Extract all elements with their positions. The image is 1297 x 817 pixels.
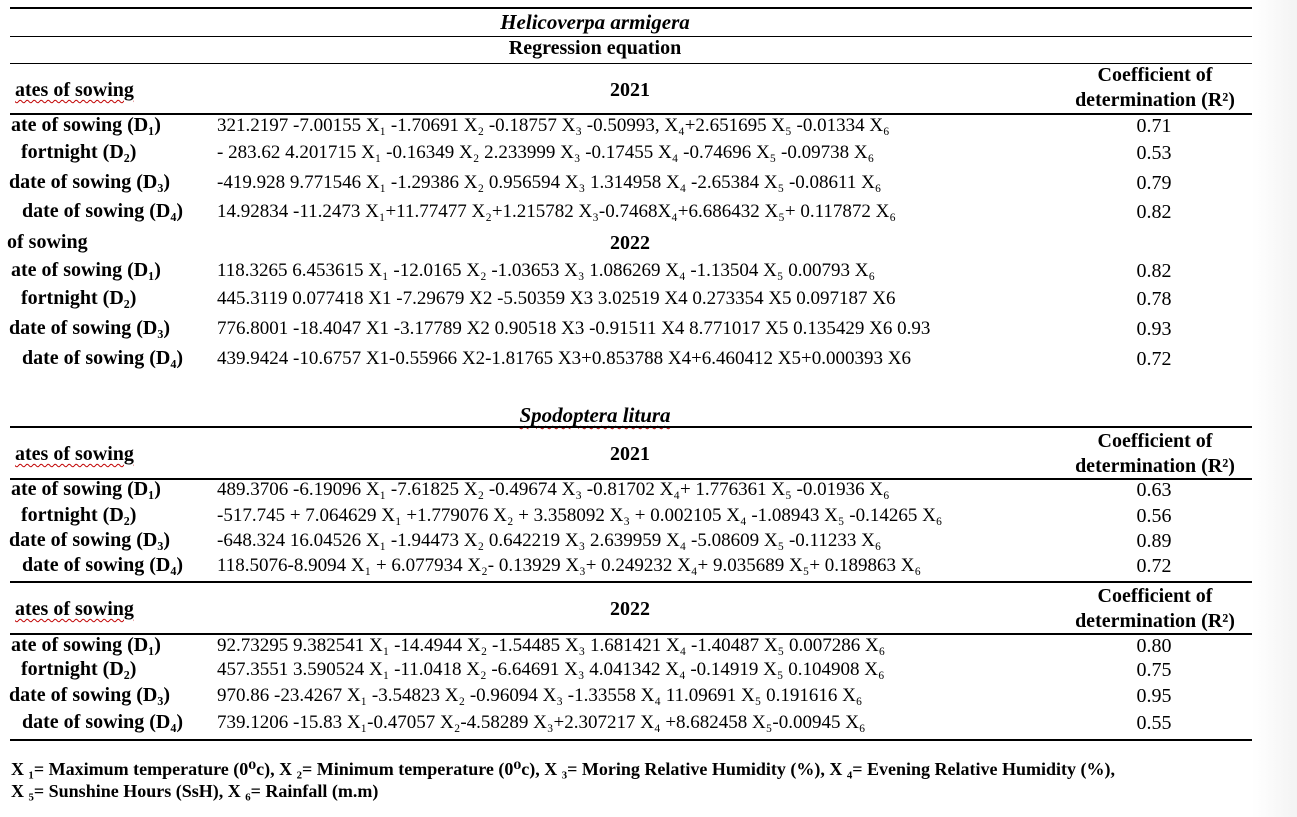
column-header-dates: ates of sowing	[15, 443, 134, 465]
r2-value: 0.93	[1136, 318, 1172, 340]
helicoverpa-title: Helicoverpa armigera	[500, 10, 690, 34]
row-label: date of sowing (D₄)	[22, 200, 183, 222]
r2-value: 0.72	[1136, 555, 1172, 577]
r2-value: 0.80	[1136, 635, 1172, 657]
row-label: date of sowing (D₃)	[9, 171, 170, 193]
regression-equation: -419.928 9.771546 X₁ -1.29386 X₂ 0.956594 X₃ 1.314958 X₄ -2.65384 X₅ -0.08611 X₆	[217, 172, 882, 193]
r2-value: 0.72	[1136, 348, 1172, 370]
row-label: ate of sowing (D₁)	[11, 259, 161, 281]
column-header-sowing: of sowing	[7, 231, 88, 253]
regression-equation: 118.5076-8.9094 X₁ + 6.077934 X₂- 0.13929 X₃+ 0.249232 X₄+ 9.035689 X₅+ 0.189863 X₆	[217, 555, 922, 576]
r2-value: 0.71	[1136, 115, 1172, 137]
row-label: ate of sowing (D₁)	[11, 478, 161, 500]
row-label: date of sowing (D₄)	[22, 347, 183, 369]
coef-header-clipped: Coefficient of	[1097, 64, 1213, 86]
year-header-2022: 2022	[610, 598, 650, 620]
table-top-rule	[10, 7, 1252, 9]
column-header-dates: ates of sowing	[15, 598, 134, 620]
r2-value: 0.79	[1136, 172, 1172, 194]
r2-value: 0.82	[1136, 260, 1172, 282]
regression-equation: 14.92834 -11.2473 X₁+11.77477 X₂+1.215782 X₃-0.7468X₄+6.686432 X₅+ 0.117872 X₆	[217, 201, 896, 222]
row-label: ate of sowing (D₁)	[11, 114, 161, 136]
r2-value: 0.89	[1136, 530, 1172, 552]
coef-header-line1: Coefficient of	[1097, 585, 1213, 607]
regression-equation: 439.9424 -10.6757 X1-0.55966 X2-1.81765 X3+0.853788 X4+6.460412 X5+0.000393 X6	[217, 348, 911, 369]
regression-equation: 489.3706 -6.19096 X₁ -7.61825 X₂ -0.49674 X₃ -0.81702 X₄+ 1.776361 X₅ -0.01936 X₆	[217, 479, 890, 500]
r2-value: 0.53	[1136, 142, 1172, 164]
coef-header-line2: determination (R²)	[1075, 455, 1235, 477]
regression-equation: 739.1206 -15.83 X₁-0.47057 X₂-4.58289 X₃+2.307217 X₄ +8.682458 X₅-0.00945 X₆	[217, 712, 866, 733]
regression-equation: 970.86 -23.4267 X₁ -3.54823 X₂ -0.96094 X₃ -1.33558 X₄ 11.09691 X₅ 0.191616 X₆	[217, 685, 863, 706]
row-label: fortnight (D₂)	[21, 658, 137, 680]
rule	[10, 426, 1252, 428]
year-header-2021: 2021	[610, 79, 650, 101]
page-edge-shadow	[1252, 0, 1297, 817]
footnote-line2: X ₅= Sunshine Hours (SsH), X ₆= Rainfall (m.m)	[11, 781, 379, 801]
regression-equation: -517.745 + 7.064629 X₁ +1.779076 X₂ + 3.358092 X₃ + 0.002105 X₄ -1.08943 X₅ -0.14265 X₆	[217, 505, 943, 526]
row-label: date of sowing (D₄)	[22, 554, 183, 576]
r2-value: 0.75	[1136, 659, 1172, 681]
r2-value: 0.78	[1136, 288, 1172, 310]
regression-equation: - 283.62 4.201715 X₁ -0.16349 X₂ 2.233999 X₃ -0.17455 X₄ -0.74696 X₅ -0.09738 X₆	[217, 142, 875, 163]
row-label: fortnight (D₂)	[21, 504, 137, 526]
row-label: date of sowing (D₄)	[22, 711, 183, 733]
regression-equation: 776.8001 -18.4047 X1 -3.17789 X2 0.90518 X3 -0.91511 X4 8.771017 X5 0.135429 X6 0.93	[217, 318, 931, 339]
row-label: fortnight (D₂)	[21, 141, 137, 163]
row-label: fortnight (D₂)	[21, 287, 137, 309]
row-label: ate of sowing (D₁)	[11, 634, 161, 656]
regression-equation: -648.324 16.04526 X₁ -1.94473 X₂ 0.642219 X₃ 2.639959 X₄ -5.08609 X₅ -0.11233 X₆	[217, 530, 882, 551]
r2-value: 0.63	[1136, 479, 1172, 501]
coef-header-line2: determination (R²)	[1075, 610, 1235, 632]
regression-equation: 118.3265 6.453615 X₁ -12.0165 X₂ -1.03653 X₃ 1.086269 X₄ -1.13504 X₅ 0.00793 X₆	[217, 260, 876, 281]
row-label: date of sowing (D₃)	[9, 684, 170, 706]
year-header-2021: 2021	[610, 443, 650, 465]
rule	[10, 581, 1252, 583]
r2-value: 0.95	[1136, 685, 1172, 707]
r2-value: 0.56	[1136, 505, 1172, 527]
year-header-2022: 2022	[610, 232, 650, 254]
r2-value: 0.82	[1136, 201, 1172, 223]
regression-equation: 457.3551 3.590524 X₁ -11.0418 X₂ -6.64691 X₃ 4.041342 X₄ -0.14919 X₅ 0.104908 X₆	[217, 659, 885, 680]
spodoptera-title: Spodoptera litura	[519, 403, 671, 427]
regression-subtitle: Regression equation	[508, 37, 682, 59]
regression-equation: 321.2197 -7.00155 X₁ -1.70691 X₂ -0.18757 X₃ -0.50993, X₄+2.651695 X₅ -0.01334 X₆	[217, 115, 890, 136]
coef-header-line1: Coefficient of	[1097, 430, 1213, 452]
regression-equation: 445.3119 0.077418 X1 -7.29679 X2 -5.50359 X3 3.02519 X4 0.273354 X5 0.097187 X6	[217, 288, 896, 309]
row-label: date of sowing (D₃)	[9, 529, 170, 551]
footnote-line1: X ₁= Maximum temperature (0⁰c), X ₂= Minimum temperature (0⁰c), X ₃= Moring Relative Humidity (%), X ₄= Evening Relative Humidity (%),	[11, 759, 1116, 779]
row-label: date of sowing (D₃)	[9, 317, 170, 339]
r2-value: 0.55	[1136, 712, 1172, 734]
column-header-dates: ates of sowing	[15, 79, 134, 101]
regression-equation: 92.73295 9.382541 X₁ -14.4944 X₂ -1.54485 X₃ 1.681421 X₄ -1.40487 X₅ 0.007286 X₆	[217, 635, 886, 656]
table-bottom-rule	[10, 739, 1252, 741]
coef-header-line2: determination (R²)	[1075, 89, 1235, 111]
